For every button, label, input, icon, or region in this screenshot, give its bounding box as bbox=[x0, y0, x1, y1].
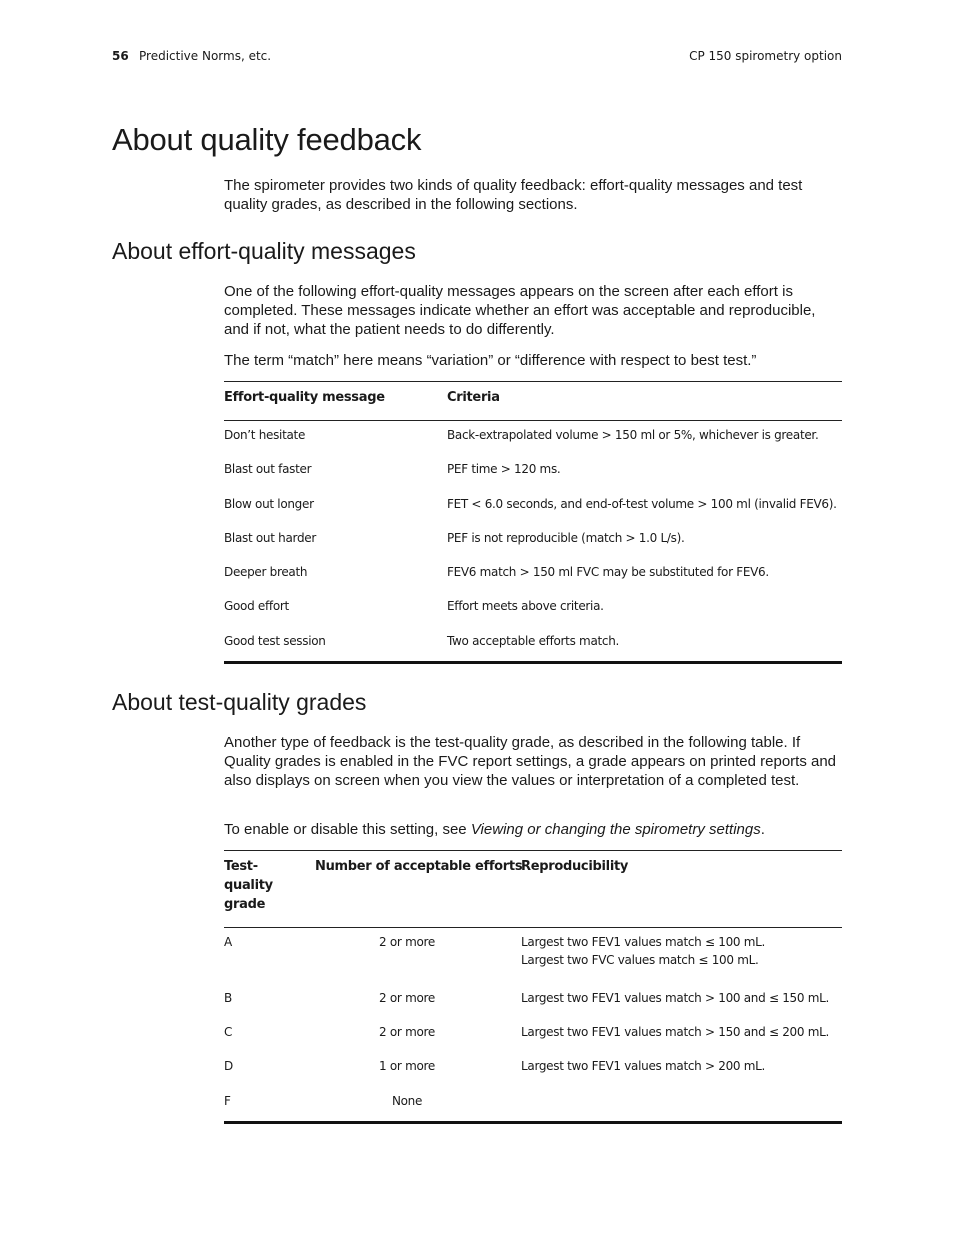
criteria-cell: PEF is not reproducible (match > 1.0 L/s). bbox=[447, 531, 685, 545]
reproducibility-cell: Largest two FEV1 values match > 200 mL. bbox=[521, 1059, 766, 1073]
grades-paragraph-2 bbox=[224, 820, 844, 839]
grades-paragraph-2-end: . bbox=[760, 821, 765, 838]
reproducibility-cell: Largest two FEV1 values match > 100 and ≤ 150 mL. bbox=[521, 991, 830, 1005]
criteria-cell: Effort meets above criteria. bbox=[447, 599, 604, 613]
settings-cross-reference: Viewing or changing the spirometry settings bbox=[470, 821, 761, 838]
efforts-cell: None bbox=[391, 1094, 423, 1108]
grade-cell: D bbox=[224, 1059, 233, 1073]
message-cell: Blast out harder bbox=[224, 531, 316, 545]
column-header-reproducibility: Reproducibility bbox=[521, 859, 629, 874]
running-header bbox=[112, 49, 842, 67]
efforts-cell: 2 or more bbox=[379, 991, 435, 1005]
column-header-message: Effort-quality message bbox=[224, 390, 385, 405]
reproducibility-cell: Largest two FEV1 values match > 150 and ≤ 200 mL. bbox=[521, 1025, 830, 1039]
table-top-rule bbox=[224, 850, 842, 851]
grade-cell: C bbox=[224, 1025, 233, 1039]
effort-quality-table bbox=[224, 381, 842, 665]
efforts-cell: 2 or more bbox=[379, 935, 435, 949]
reproducibility-cell: Largest two FVC values match ≤ 100 mL. bbox=[521, 953, 759, 967]
grades-paragraph-1: Another type of feedback is the test-quality grade, as described in the following table. If Quality grades is enabled in the FVC report settings, a grade appears on printed reports and also displays on screen when you view the values or interpretation of a completed test. bbox=[224, 734, 837, 789]
effort-paragraph-1: One of the following effort-quality messages appears on the screen after each effort is completed. These messages indicate whether an effort was acceptable and reproducible, and if not, what the patient needs to do differently. bbox=[224, 283, 816, 338]
table-header-rule bbox=[224, 420, 842, 421]
column-header-efforts: Number of acceptable efforts bbox=[315, 859, 523, 874]
column-header-criteria: Criteria bbox=[447, 390, 500, 405]
efforts-cell: 1 or more bbox=[379, 1059, 435, 1073]
criteria-cell: FET < 6.0 seconds, and end-of-test volume > 100 ml (invalid FEV6). bbox=[447, 497, 837, 511]
table-bottom-rule bbox=[224, 661, 842, 664]
grades-section-heading: About test-quality grades bbox=[112, 689, 367, 715]
table-bottom-rule bbox=[224, 1121, 842, 1124]
criteria-cell: FEV6 match > 150 ml FVC may be substituted for FEV6. bbox=[447, 565, 769, 579]
table-top-rule bbox=[224, 381, 842, 382]
message-cell: Good test session bbox=[224, 634, 326, 648]
reproducibility-cell: Largest two FEV1 values match ≤ 100 mL. bbox=[521, 935, 766, 949]
grade-cell: A bbox=[224, 935, 232, 949]
criteria-cell: PEF time > 120 ms. bbox=[447, 462, 561, 476]
test-quality-table bbox=[224, 850, 842, 1126]
section-title: Predictive Norms, etc. bbox=[139, 49, 272, 63]
grade-cell: B bbox=[224, 991, 232, 1005]
effort-section-heading: About effort-quality messages bbox=[112, 238, 416, 264]
page-number: 56 bbox=[112, 49, 129, 63]
criteria-cell: Two acceptable efforts match. bbox=[447, 634, 620, 648]
intro-paragraph: The spirometer provides two kinds of quality feedback: effort-quality messages and test quality grades, as described in the following sections. bbox=[224, 177, 803, 213]
message-cell: Deeper breath bbox=[224, 565, 308, 579]
message-cell: Blow out longer bbox=[224, 497, 314, 511]
efforts-cell: 2 or more bbox=[379, 1025, 435, 1039]
grade-cell: F bbox=[224, 1094, 231, 1108]
effort-paragraph-2: The term “match” here means “variation” or “difference with respect to best test.” bbox=[224, 352, 757, 369]
message-cell: Blast out faster bbox=[224, 462, 312, 476]
grades-paragraph-2-text: To enable or disable this setting, see bbox=[224, 821, 471, 838]
criteria-cell: Back-extrapolated volume > 150 ml or 5%, whichever is greater. bbox=[447, 428, 819, 442]
table-header-rule bbox=[224, 927, 842, 928]
column-header-grade: Test-quality grade bbox=[224, 859, 273, 912]
message-cell: Don’t hesitate bbox=[224, 428, 306, 442]
document-title: CP 150 spirometry option bbox=[689, 49, 842, 63]
page-title: About quality feedback bbox=[112, 122, 422, 157]
message-cell: Good effort bbox=[224, 599, 289, 613]
